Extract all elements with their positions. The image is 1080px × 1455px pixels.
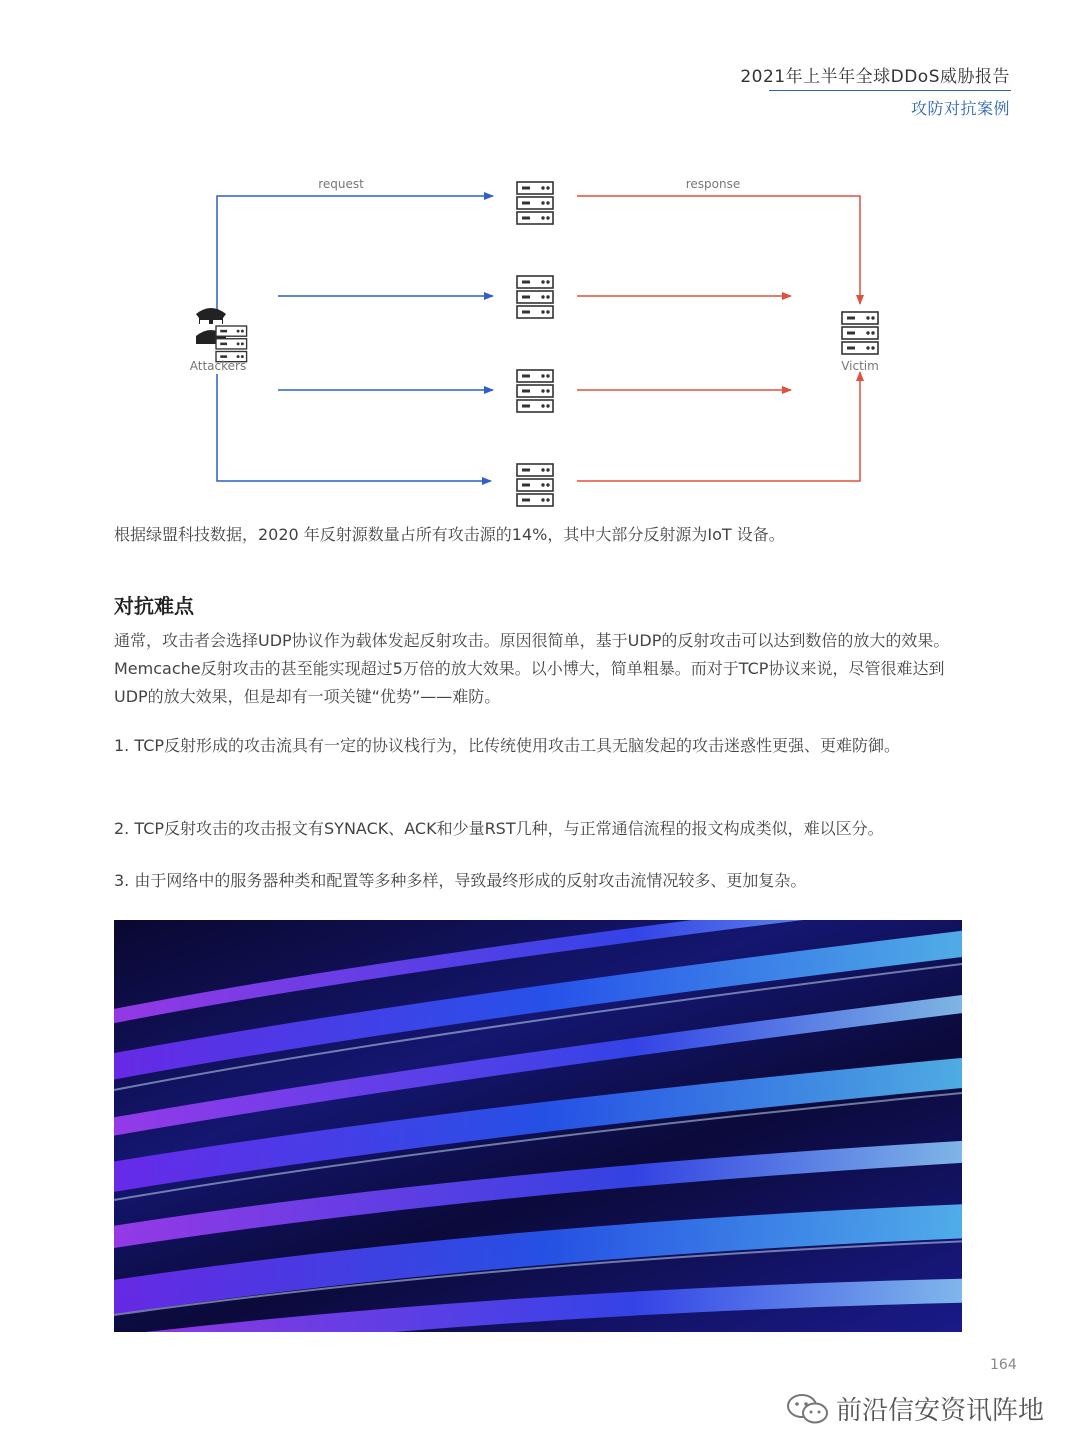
list-item-2: 2. TCP反射攻击的攻击报文有SYNACK、ACK和少量RST几种，与正常通信流程的报文构成类似，难以区分。: [114, 819, 884, 838]
section-heading: 对抗难点: [114, 594, 194, 618]
server-icon: [517, 464, 553, 506]
server-icon: [842, 312, 878, 354]
fiber-optic-photo: [114, 920, 962, 1332]
list-item-3: 3. 由于网络中的服务器种类和配置等多种多样，导致最终形成的反射攻击流情况较多、更加复杂。: [114, 871, 807, 890]
list-item-1: 1. TCP反射形成的攻击流具有一定的协议栈行为，比传统使用攻击工具无脑发起的攻击迷惑性更强、更难防御。: [114, 736, 901, 755]
paragraph-intro: 通常，攻击者会选择UDP协议作为载体发起反射攻击。原因很简单，基于UDP的反射攻击可以达到数倍的放大的效果。Memcache反射攻击的甚至能实现超过5万倍的放大效果。以小博大，简单粗暴。而对于TCP协议来说，尽管很难达到UDP的放大效果，但是却有一项关键“优势”——难防。: [114, 631, 950, 706]
report-title: 2021年上半年全球DDoS威胁报告: [740, 67, 1010, 87]
request-arrow-1: [217, 196, 493, 320]
response-arrow-4: [577, 372, 860, 481]
section-title: 攻防对抗案例: [910, 99, 1010, 118]
victim-label: Victim: [841, 359, 879, 373]
response-arrow-1: [577, 196, 860, 304]
watermark-text: 前沿信安资讯阵地: [836, 1396, 1045, 1426]
watermark: [786, 1390, 1044, 1427]
server-icon: [517, 276, 553, 318]
server-icon: [216, 326, 247, 362]
header-rule: [769, 90, 1011, 91]
response-label: response: [685, 177, 741, 191]
attackers-label: Attackers: [189, 359, 247, 373]
wechat-icon: [786, 1392, 830, 1426]
server-icon: [517, 182, 553, 224]
reflection-attack-diagram: [0, 170, 1080, 515]
page-number: 164: [990, 1357, 1017, 1373]
paragraph-reflection-stats: 根据绿盟科技数据，2020 年反射源数量占所有攻击源的14%，其中大部分反射源为IoT 设备。: [114, 525, 785, 544]
request-label: request: [318, 177, 364, 191]
server-icon: [517, 370, 553, 412]
